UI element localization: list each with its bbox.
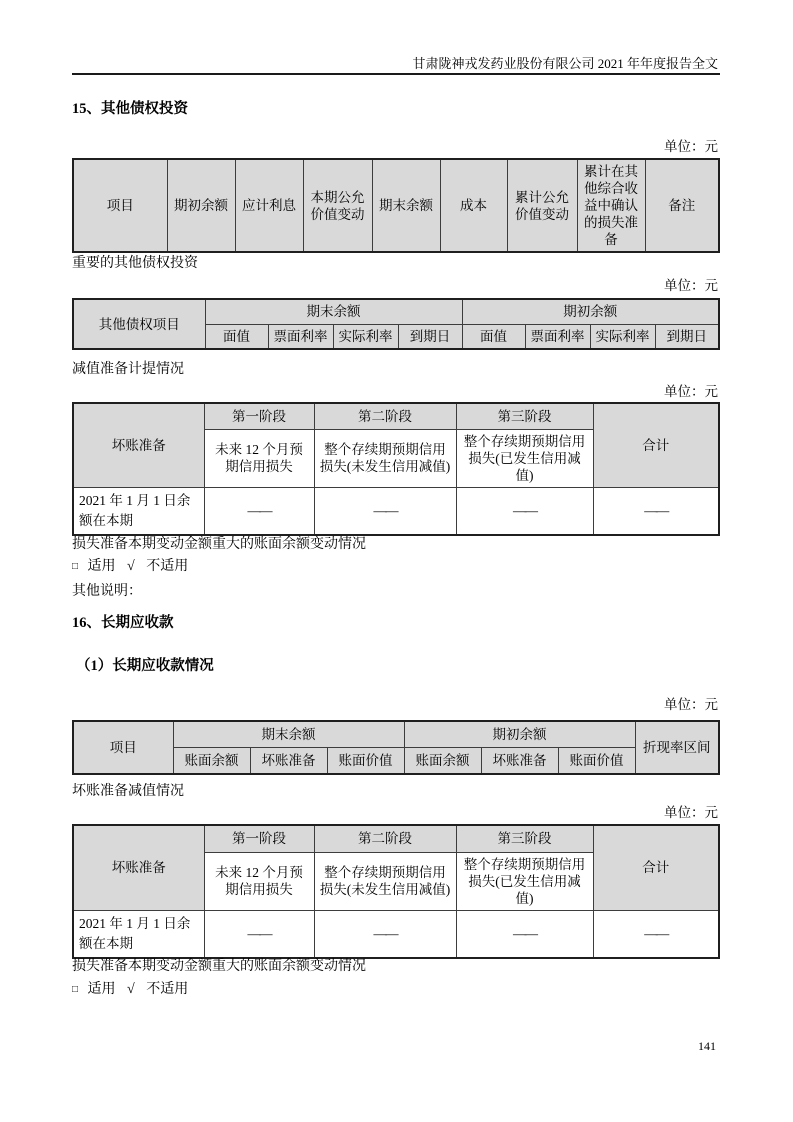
header-cell-other-debt-item: 其他债权项目 [73, 299, 205, 349]
header-divider [72, 73, 720, 75]
applicable-label: 适用 [87, 982, 116, 997]
header-cell-stage-3-desc: 整个存续期预期信用损失(已发生信用减值) [456, 852, 593, 910]
header-cell-bad-debt-provision: 坏账准备 [250, 747, 327, 774]
table-cell: —— [456, 910, 593, 958]
header-cell-stage-3: 第三阶段 [456, 825, 593, 852]
section-16-1-title: （1）长期应收款情况 [76, 658, 214, 674]
unit-label: 单位：元 [664, 384, 718, 399]
header-cell-oci-loss-provision: 累计在其他综合收益中确认的损失准备 [577, 159, 645, 252]
header-group-closing-balance: 期末余额 [173, 721, 404, 747]
header-cell-book-value: 账面价值 [558, 747, 635, 774]
table-cell: —— [314, 910, 456, 958]
header-cell-accrued-interest: 应计利息 [235, 159, 303, 252]
unit-label: 单位：元 [664, 278, 718, 293]
header-cell-item: 项目 [73, 159, 167, 252]
header-cell-coupon-rate: 票面利率 [268, 324, 333, 349]
header-cell-total: 合计 [593, 825, 719, 910]
applicability-line [72, 981, 194, 999]
header-cell-opening-balance: 期初余额 [167, 159, 235, 252]
header-cell-stage-1: 第一阶段 [204, 403, 314, 429]
table-cell: —— [593, 487, 719, 535]
header-cell-discount-rate-range: 折现率区间 [635, 721, 719, 774]
header-cell-coupon-rate: 票面利率 [525, 324, 590, 349]
header-cell-stage-3-desc: 整个存续期预期信用损失(已发生信用减值) [456, 429, 593, 487]
not-applicable-label: 不适用 [146, 559, 189, 574]
check-icon: √ [127, 559, 135, 574]
applicable-label: 适用 [87, 559, 116, 574]
header-cell-stage-2-desc: 整个存续期预期信用损失(未发生信用减值) [314, 429, 456, 487]
header-cell-face-value: 面值 [205, 324, 268, 349]
loss-change-label: 损失准备本期变动金额重大的账面余额变动情况 [72, 537, 366, 552]
table-row-label: 2021 年 1 月 1 日余额在本期 [73, 910, 204, 958]
applicability-line [72, 558, 194, 576]
header-cell-bad-debt-provision: 坏账准备 [73, 403, 204, 487]
section-15-title: 15、其他债权投资 [72, 101, 188, 117]
table-cell: —— [456, 487, 593, 535]
header-cell-bad-debt-provision: 坏账准备 [73, 825, 204, 910]
table-cell: —— [204, 487, 314, 535]
header-cell-cost: 成本 [440, 159, 507, 252]
header-group-closing-balance: 期末余额 [205, 299, 462, 324]
header-cell-stage-2: 第二阶段 [314, 403, 456, 429]
header-cell-fv-change: 本期公允价值变动 [303, 159, 372, 252]
table-row-label: 2021 年 1 月 1 日余额在本期 [73, 487, 204, 535]
header-cell-effective-rate: 实际利率 [590, 324, 655, 349]
header-cell-book-value: 账面价值 [327, 747, 404, 774]
check-icon: √ [127, 982, 135, 997]
header-cell-cumulative-fv-change: 累计公允价值变动 [507, 159, 577, 252]
loss-change-label: 损失准备本期变动金额重大的账面余额变动情况 [72, 959, 366, 974]
header-cell-closing-balance: 期末余额 [372, 159, 440, 252]
section-16-title: 16、长期应收款 [72, 615, 174, 631]
header-cell-bad-debt-provision: 坏账准备 [481, 747, 558, 774]
header-cell-stage-2-desc: 整个存续期预期信用损失(未发生信用减值) [314, 852, 456, 910]
other-debt-investment-table [72, 158, 720, 253]
header-group-opening-balance: 期初余额 [404, 721, 635, 747]
impairment-provision-label: 减值准备计提情况 [72, 362, 184, 377]
table-cell: —— [314, 487, 456, 535]
not-applicable-label: 不适用 [146, 982, 189, 997]
important-other-debt-table [72, 298, 720, 350]
header-cell-book-balance: 账面余额 [404, 747, 481, 774]
page-header-title: 甘肃陇神戎发药业股份有限公司 2021 年年度报告全文 [412, 56, 718, 71]
header-cell-face-value: 面值 [462, 324, 525, 349]
page-header [412, 56, 718, 71]
header-cell-stage-1-desc: 未来 12 个月预期信用损失 [204, 852, 314, 910]
unit-label: 单位：元 [664, 805, 718, 820]
checkbox-icon: □ [72, 561, 79, 572]
header-cell-stage-1: 第一阶段 [204, 825, 314, 852]
impairment-stage-table-15 [72, 402, 720, 536]
header-cell-book-balance: 账面余额 [173, 747, 250, 774]
header-cell-stage-1-desc: 未来 12 个月预期信用损失 [204, 429, 314, 487]
checkbox-icon: □ [72, 984, 79, 995]
unit-label: 单位：元 [664, 697, 718, 712]
header-cell-stage-3: 第三阶段 [456, 403, 593, 429]
table-cell: —— [593, 910, 719, 958]
table-cell: —— [204, 910, 314, 958]
important-other-debt-label: 重要的其他债权投资 [72, 256, 198, 271]
header-cell-total: 合计 [593, 403, 719, 487]
header-cell-maturity-date: 到期日 [398, 324, 462, 349]
header-cell-stage-2: 第二阶段 [314, 825, 456, 852]
header-cell-maturity-date: 到期日 [655, 324, 719, 349]
other-notes-label: 其他说明： [72, 584, 142, 599]
unit-label: 单位：元 [664, 139, 718, 154]
impairment-stage-table-16 [72, 824, 720, 959]
long-term-receivables-table [72, 720, 720, 775]
header-group-opening-balance: 期初余额 [462, 299, 719, 324]
bad-debt-impairment-label: 坏账准备减值情况 [72, 784, 184, 799]
header-cell-item: 项目 [73, 721, 173, 774]
header-cell-remark: 备注 [645, 159, 719, 252]
header-cell-effective-rate: 实际利率 [333, 324, 398, 349]
page-number: 141 [698, 1039, 716, 1053]
